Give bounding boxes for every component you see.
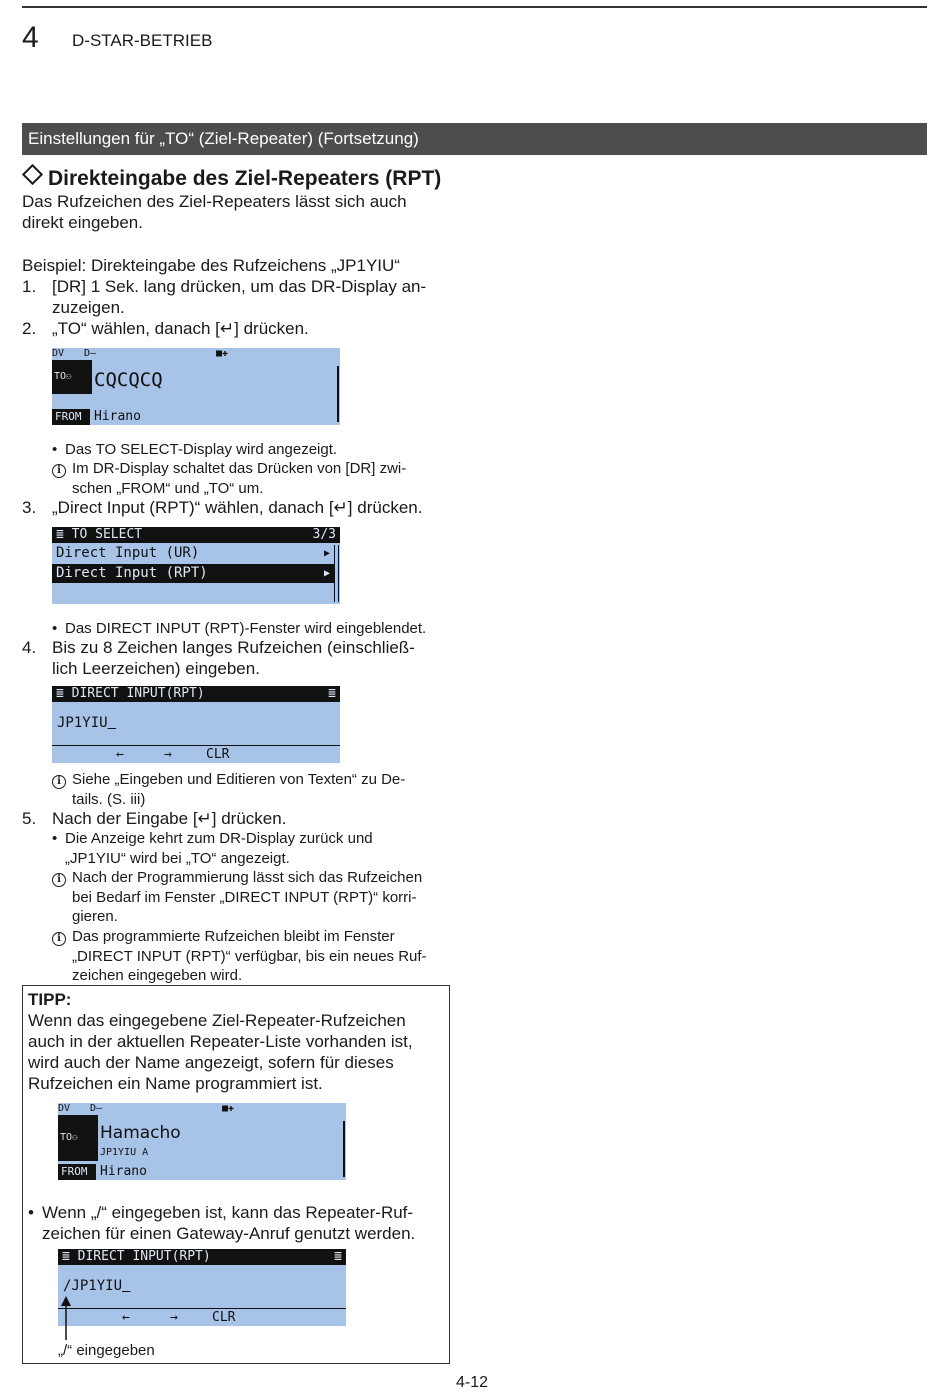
tip-bullet: • Wenn „/“ eingegeben ist, kann das Repeater-Ruf- zeichen für einen Gateway-Anruf genutzt werden. xyxy=(28,1203,416,1243)
info-icon: i xyxy=(52,932,66,946)
step-line: [DR] 1 Sek. lang drücken, um das DR-Display an- xyxy=(52,277,427,296)
screen-title-bar: ≣ DIRECT INPUT(RPT) ≣ xyxy=(58,1249,346,1265)
repeater-icon: ⚇ xyxy=(72,1133,78,1143)
key-right[interactable]: → xyxy=(164,747,172,762)
step-1 xyxy=(22,276,452,318)
note-info: i Das programmierte Rufzeichen bleibt im Fenster „DIRECT INPUT (RPT)“ verfügbar, bis ein neues Ruf- zeichen eingegeben wird. xyxy=(52,927,452,987)
key-right[interactable]: → xyxy=(170,1310,178,1325)
to-label: TO⚇ xyxy=(58,1115,98,1161)
info-icon: i xyxy=(52,464,66,478)
from-value: Hirano xyxy=(94,409,141,424)
direct-input-screen xyxy=(52,686,340,763)
menu-item[interactable]: Direct Input (UR) ▶ xyxy=(56,545,330,561)
from-label: FROM xyxy=(58,1164,96,1180)
screen-title-bar: ≣ TO SELECT 3/3 xyxy=(52,527,340,543)
signal-icon: ■✚ xyxy=(222,1103,235,1114)
section-title xyxy=(22,166,441,192)
step-number: 2. xyxy=(22,319,37,338)
signal-icon: ■✚ xyxy=(216,348,229,359)
menu-item-selected[interactable]: Direct Input (RPT) ▶ xyxy=(52,564,334,583)
note-info: i Nach der Programmierung lässt sich das Rufzeichen bei Bedarf im Fenster „DIRECT INPUT (RPT)“ korri- gieren. xyxy=(52,868,452,928)
top-rule xyxy=(22,6,927,8)
key-left[interactable]: ← xyxy=(122,1310,130,1325)
from-label: FROM xyxy=(52,409,90,425)
page-number: 4-12 xyxy=(456,1374,489,1391)
to-select-screen xyxy=(52,527,340,604)
info-icon: i xyxy=(52,775,66,789)
mode-label: D– xyxy=(90,1103,103,1114)
screen-title-bar: ≣ DIRECT INPUT(RPT) ≣ xyxy=(52,686,340,702)
key-clr[interactable]: CLR xyxy=(206,747,230,762)
note-bullet: • Die Anzeige kehrt zum DR-Display zurück und „JP1YIU“ wird bei „TO“ angezeigt. xyxy=(52,830,373,867)
section-title-text: Direkteingabe des Ziel-Repeaters (RPT) xyxy=(48,167,442,190)
step-5 xyxy=(22,808,452,829)
pointer-arrow-icon xyxy=(58,1296,74,1340)
divider xyxy=(52,745,340,746)
step-number: 1. xyxy=(22,277,37,296)
step-2 xyxy=(22,318,452,339)
intro-line: Das Rufzeichen des Ziel-Repeaters lässt sich auch xyxy=(22,192,407,211)
step-4: 4. Bis zu 8 Zeichen langes Rufzeichen (einschließ- lich Leerzeichen) eingeben. xyxy=(22,638,415,678)
to-value: Hamacho xyxy=(100,1123,181,1143)
tip-text: Wenn das eingegebene Ziel-Repeater-Rufzeichen auch in der aktuellen Repeater-Liste vorhanden ist, wird auch der Name angezeigt, sofern für dieses Rufzeichen ein Name programmiert ist. xyxy=(28,1011,413,1093)
info-icon: i xyxy=(52,873,66,887)
step-number: 3. xyxy=(22,498,37,517)
step-number: 5. xyxy=(22,809,37,828)
scrollbar xyxy=(334,545,339,602)
key-clr[interactable]: CLR xyxy=(212,1310,236,1325)
step-3 xyxy=(22,497,452,518)
to-value: CQCQCQ xyxy=(94,369,163,391)
note-info: i Siehe „Eingeben und Editieren von Texten“ zu De- tails. (S. iii) xyxy=(52,770,452,810)
to-sub-value: JP1YIU A xyxy=(100,1147,149,1158)
intro-line: direkt eingeben. xyxy=(22,213,143,232)
input-value[interactable]: /JP1YIU xyxy=(63,1278,123,1294)
scrollbar xyxy=(343,1121,345,1177)
step-line: zuzeigen. xyxy=(52,298,125,317)
step-line: „Direct Input (RPT)“ wählen, danach [↵] drücken. xyxy=(52,498,423,517)
step-line: „TO“ wählen, danach [↵] drücken. xyxy=(52,319,309,338)
note-bullet: • Das TO SELECT-Display wird angezeigt. xyxy=(52,441,338,458)
note-bullet: • Das DIRECT INPUT (RPT)-Fenster wird eingeblendet. xyxy=(52,620,427,637)
repeater-icon: ⚇ xyxy=(66,372,72,382)
note-info: i Im DR-Display schaltet das Drücken von [DR] zwi- schen „FROM“ und „TO“ um. xyxy=(52,459,452,499)
arrow-right-icon: ▶ xyxy=(323,548,330,559)
chapter-number: 4 xyxy=(22,21,39,54)
tip-heading: TIPP: xyxy=(28,990,72,1009)
diamond-icon xyxy=(22,164,43,185)
step-line: Nach der Eingabe [↵] drücken. xyxy=(52,809,287,828)
section-banner xyxy=(22,123,927,155)
scrollbar xyxy=(337,366,339,422)
mode-label: D– xyxy=(84,348,97,359)
intro-text xyxy=(22,191,407,233)
chapter-title: D-STAR-BETRIEB xyxy=(72,31,213,50)
key-left[interactable]: ← xyxy=(116,747,124,762)
step-number: 4. xyxy=(22,638,37,657)
dr-display-screen xyxy=(58,1103,346,1180)
arrow-right-icon: ▶ xyxy=(323,568,330,579)
input-value[interactable]: JP1YIU xyxy=(57,715,108,731)
mode-label: DV xyxy=(58,1103,71,1114)
from-value: Hirano xyxy=(100,1164,147,1179)
arrow-caption: „/“ eingegeben xyxy=(58,1342,155,1359)
mode-label: DV xyxy=(52,348,65,359)
divider xyxy=(58,1308,346,1309)
dr-display-screen xyxy=(52,348,340,425)
banner-text: Einstellungen für „TO“ (Ziel-Repeater) (Fortsetzung) xyxy=(28,129,419,148)
example-line: Beispiel: Direkteingabe des Rufzeichens „JP1YIU“ xyxy=(22,256,400,275)
to-label: TO⚇ xyxy=(52,360,92,394)
direct-input-screen xyxy=(58,1249,346,1326)
